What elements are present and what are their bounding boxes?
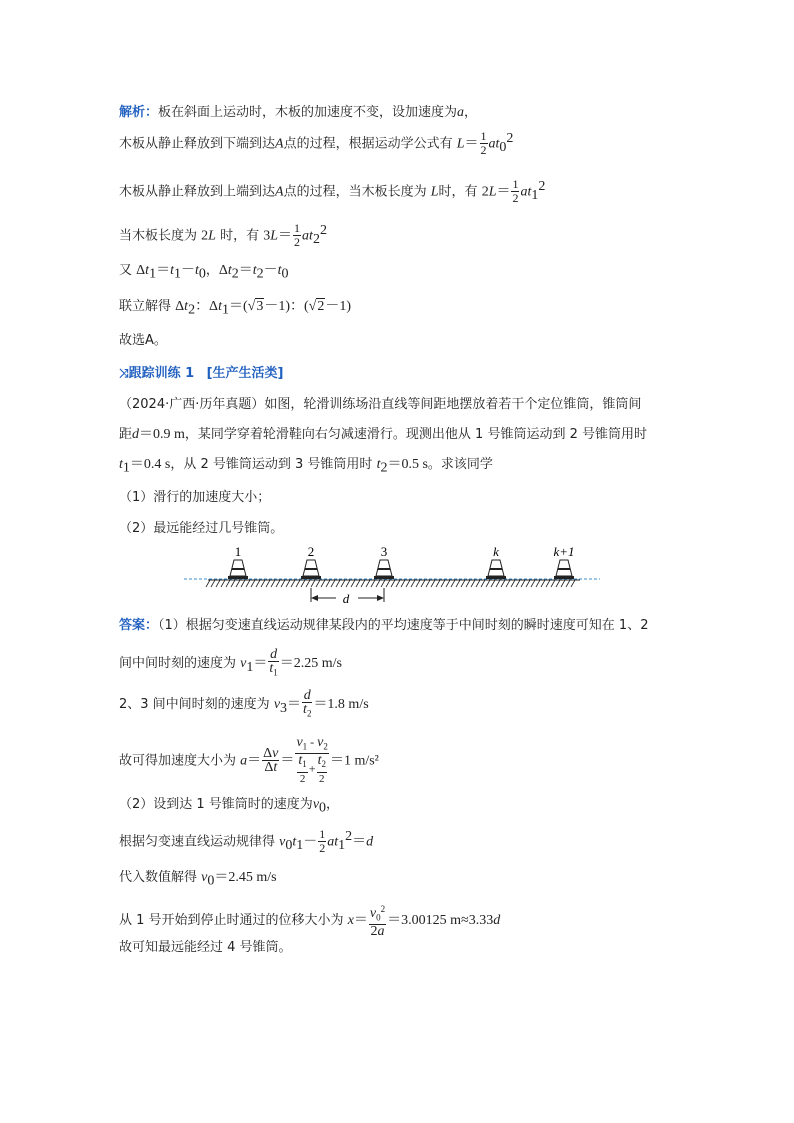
answer-line-8: 从 1 号开始到停止时通过的位移大小为 x＝ $\frac{v_0^2}{2a}$ ＝3.00125 m≈3.33d bbox=[119, 904, 501, 940]
practice-stem-3: $t_1=0.4$ s，从 2 号锥筒运动到 3 号锥筒用时 $t_2=0.5$ s。求该同学 bbox=[119, 457, 493, 476]
answer-line-5: （2）设到达 1 号锥筒时的速度为$v_0$， bbox=[119, 797, 340, 816]
practice-tag: [生产生活类] bbox=[206, 366, 284, 381]
practice-header bbox=[119, 364, 283, 383]
answer-line-2: 间中间时刻的速度为 $v_1=$ $\frac{d}{t_1}$ ＝2.25 m/s bbox=[119, 647, 342, 678]
answer-line-7: 代入数值解得 $v_0=2.45$ m/s bbox=[119, 870, 277, 889]
cone-2 bbox=[301, 560, 321, 579]
solution-line-7: 故选A。 bbox=[119, 333, 167, 348]
practice-title: 跟踪训练 1 bbox=[128, 366, 195, 381]
practice-stem-2: 距d＝0.9 m，某同学穿着轮滑鞋向右匀减速滑行。现测出他从 1 号锥筒运动到 2 号锥筒用时 bbox=[119, 427, 647, 442]
cone-label-3: 3 bbox=[380, 544, 388, 559]
cone-label-1: 1 bbox=[234, 544, 242, 559]
solution-label: 解析： bbox=[119, 105, 159, 120]
cone-label-2: 2 bbox=[307, 544, 315, 559]
cone-4 bbox=[486, 560, 506, 579]
cone-label-k: k bbox=[493, 544, 499, 559]
question-1: （1）滑行的加速度大小； bbox=[119, 490, 271, 505]
question-2: （2）最远能经过几号锥筒。 bbox=[119, 521, 284, 536]
answer-line-4: 故可得加速度大小为 a＝ $\frac{\Delta v}{\Delta t}$ ＝ $v_1 - v_2$ $\frac{t_1}{2}$ + $\frac{t_2}{2}$ ＝1 m/s² bbox=[119, 735, 379, 785]
cone-figure bbox=[180, 542, 610, 608]
answer-label: 答案： bbox=[119, 618, 159, 633]
cone-5 bbox=[554, 560, 574, 579]
practice-stem-1: （2024·广西·历年真题）如图，轮滑训练场沿直线等间距地摆放着若干个定位锥筒，锥筒间 bbox=[119, 397, 642, 412]
cone-label-k1: k+1 bbox=[553, 544, 575, 559]
answer-line-9: 故可知最远能经过 4 号锥筒。 bbox=[119, 940, 292, 955]
answer-line-3: 2、3 间中间时刻的速度为 $v_3=$ $\frac{d}{t_2}$ ＝1.8 m/s bbox=[119, 688, 369, 719]
answer-line-6: 根据匀变速直线运动规律得 $v_0t_1-$ $\frac{1}{2}$ $at_1^2=d$ bbox=[119, 827, 374, 856]
solution-line-5: 又 $\Delta t_1=t_1-t_0$，$\Delta t_2=t_2-t_0$ bbox=[119, 263, 289, 282]
solution-line-6: 联立解得 $\Delta t_2$：$\Delta t_1=(√3-1)$：(√2－1) bbox=[119, 299, 352, 318]
solution-line-4: 当木板长度为 2L 时，有 3L＝ $\frac{1}{2}$ $at_2^2$ bbox=[119, 221, 327, 250]
cone-1 bbox=[228, 560, 248, 579]
solution-line-2: 木板从静止释放到下端到达A点的过程，根据运动学公式有 L＝ $\frac{1}{2}$ $at_0^2$ bbox=[119, 129, 514, 158]
cone-3 bbox=[374, 560, 394, 579]
training-icon: ⤨ bbox=[119, 366, 129, 380]
answer-line-1: 答案：（1）根据匀变速直线运动规律某段内的平均速度等于中间时刻的瞬时速度可知在 1、2 bbox=[119, 618, 649, 633]
spacing-label: d bbox=[342, 591, 350, 606]
solution-line-3: 木板从静止释放到上端到达A点的过程，当木板长度为 L时，有 2L＝ $\frac{1}{2}$ $at_1^2$ bbox=[119, 177, 546, 206]
solution-line-1: 解析：板在斜面上运动时，木板的加速度不变，设加速度为a， bbox=[119, 105, 478, 120]
